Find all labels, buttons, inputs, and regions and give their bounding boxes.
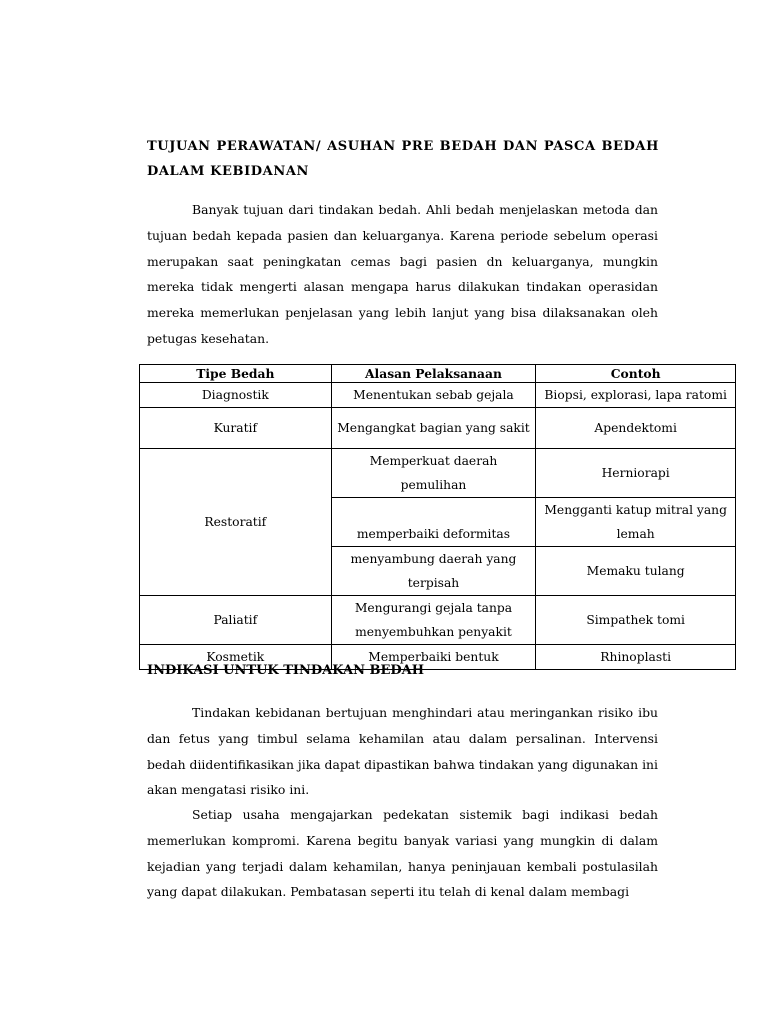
cell-contoh: Memaku tulang [536,547,736,596]
cell-contoh: Apendektomi [536,408,736,449]
surgery-type-table [139,364,736,670]
table-row-kuratif [140,408,736,449]
cell-contoh: Rhinoplasti [536,645,736,670]
body-text: Setiap usaha mengajarkan pedekatan sistemik bagi indikasi bedah memerlukan kompromi. Karena begitu banyak variasi yang mungkin di dalam kejadian yang terjadi dalam kehamilan, hanya peninjauan kembali postulasilah yang dapat dilakukan. Pembatasan seperti itu telah di kenal dalam membagi [147,807,658,900]
header-alasan-pelaksanaan: Alasan Pelaksanaan [331,365,536,383]
body-paragraph [147,802,658,912]
cell-tipe: Kuratif [140,408,332,449]
section-heading: INDIKASI UNTUK TINDAKAN BEDAH [147,663,425,678]
cell-contoh: Mengganti katup mitral yang lemah [536,498,736,547]
header-tipe-bedah: Tipe Bedah [140,365,332,383]
cell-tipe: Diagnostik [140,383,332,408]
cell-alasan: Memperbaiki bentuk [331,645,536,670]
cell-alasan: menyambung daerah yang terpisah [331,547,536,596]
intro-paragraph [147,197,658,352]
table-row-restoratif-1 [140,449,736,498]
cell-tipe: Paliatif [140,596,332,645]
cell-alasan: Memperkuat daerah pemulihan [331,449,536,498]
intro-text: Banyak tujuan dari tindakan bedah. Ahli bedah menjelaskan metoda dan tujuan bedah kepada pasien dan keluarganya. Karena periode sebelum operasi merupakan saat peningkatan cemas bagi pasien dn keluarganya, mungkin mereka tidak mengerti alasan mengapa harus dilakukan tindakan operasidan mereka memerlukan penjelasan yang lebih lanjut yang bisa dilaksanakan oleh petugas kesehatan. [147,202,658,346]
header-contoh: Contoh [536,365,736,383]
page-title: TUJUAN PERAWATAN/ ASUHAN PRE BEDAH DAN PASCA BEDAH DALAM KEBIDANAN [147,139,659,179]
body-text: Tindakan kebidanan bertujuan menghindari atau meringankan risiko ibu dan fetus yang timbul selama kehamilan atau dalam persalinan. Intervensi bedah diidentifikasikan jika dapat dipastikan bahwa tindakan yang digunakan ini akan mengatasi risiko ini. [147,705,658,798]
table-row-diagnostik [140,383,736,408]
cell-tipe: Restoratif [140,449,332,596]
table-header-row [140,365,736,383]
cell-alasan: memperbaiki deformitas [331,498,536,547]
cell-alasan: Menentukan sebab gejala [331,383,536,408]
body-paragraph [147,700,658,803]
cell-contoh: Herniorapi [536,449,736,498]
cell-contoh: Simpathek tomi [536,596,736,645]
cell-alasan: Mengurangi gejala tanpa menyembuhkan penyakit [331,596,536,645]
cell-tipe: Kosmetik [140,645,332,670]
cell-alasan: Mengangkat bagian yang sakit [331,408,536,449]
table-row-paliatif [140,596,736,645]
cell-contoh: Biopsi, explorasi, lapa ratomi [536,383,736,408]
